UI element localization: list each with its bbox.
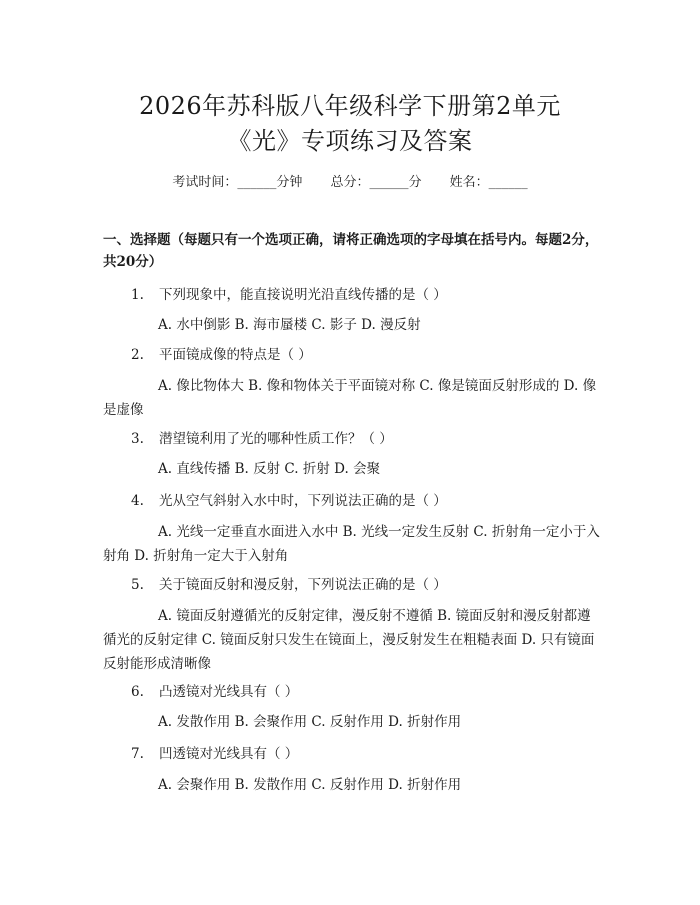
exam-time: 考试时间：______分钟 [172,175,303,190]
page-title: 2026年苏科版八年级科学下册第2单元 [139,92,561,120]
question-1-options: A. 水中倒影 B. 海市蜃楼 C. 影子 D. 漫反射 [158,317,421,333]
question-number: 5. [131,577,144,593]
question-text: 潜望镜利用了光的哪种性质工作？（ ） [159,431,393,447]
question-text: 平面镜成像的特点是（ ） [159,347,312,363]
question-3-options: A. 直线传播 B. 反射 C. 折射 D. 会聚 [158,461,381,477]
question-6-options: A. 发散作用 B. 会聚作用 C. 反射作用 D. 折射作用 [158,714,462,730]
question-text: 凸透镜对光线具有（ ） [159,684,299,700]
total-score: 总分：______分 [330,175,422,190]
question-number: 7. [131,746,144,762]
question-4 [131,490,447,512]
question-number: 3. [131,431,144,447]
question-5-options: A. 镜面反射遵循光的反射定律，漫反射不遵循 B. 镜面反射和漫反射都遵循光的反射定律 C. 镜面反射只发生在镜面上，漫反射发生在粗糙表面 D. 只有镜面反射能形成清晰像 [103,608,595,672]
question-number: 1. [131,287,144,303]
question-text: 凹透镜对光线具有（ ） [159,746,299,762]
question-4-options: A. 光线一定垂直水面进入水中 B. 光线一定发生反射 C. 折射角一定小于入射角 D. 折射角一定大于入射角 [103,524,600,564]
section-heading: 一、选择题（每题只有一个选项正确，请将正确选项的字母填在括号内。每题2分，共20分） [103,232,599,270]
question-6 [131,681,298,703]
page-subtitle: 《光》专项练习及答案 [227,127,473,155]
question-text: 关于镜面反射和漫反射，下列说法正确的是（ ） [159,577,447,593]
question-number: 4. [131,493,144,509]
question-number: 6. [131,684,144,700]
question-7-options: A. 会聚作用 B. 发散作用 C. 反射作用 D. 折射作用 [158,777,462,793]
question-number: 2. [131,347,144,363]
question-7 [131,743,298,765]
question-text: 光从空气斜射入水中时，下列说法正确的是（ ） [159,493,447,509]
question-2-options: A. 像比物体大 B. 像和物体关于平面镜对称 C. 像是镜面反射形成的 D. 像是虚像 [103,378,597,418]
question-text: 下列现象中，能直接说明光沿直线传播的是（ ） [159,287,447,303]
question-3 [131,428,393,450]
question-1 [131,284,447,306]
student-name: 姓名：______ [449,175,528,190]
question-5 [131,574,447,596]
exam-meta [0,171,700,190]
question-2 [131,344,312,366]
